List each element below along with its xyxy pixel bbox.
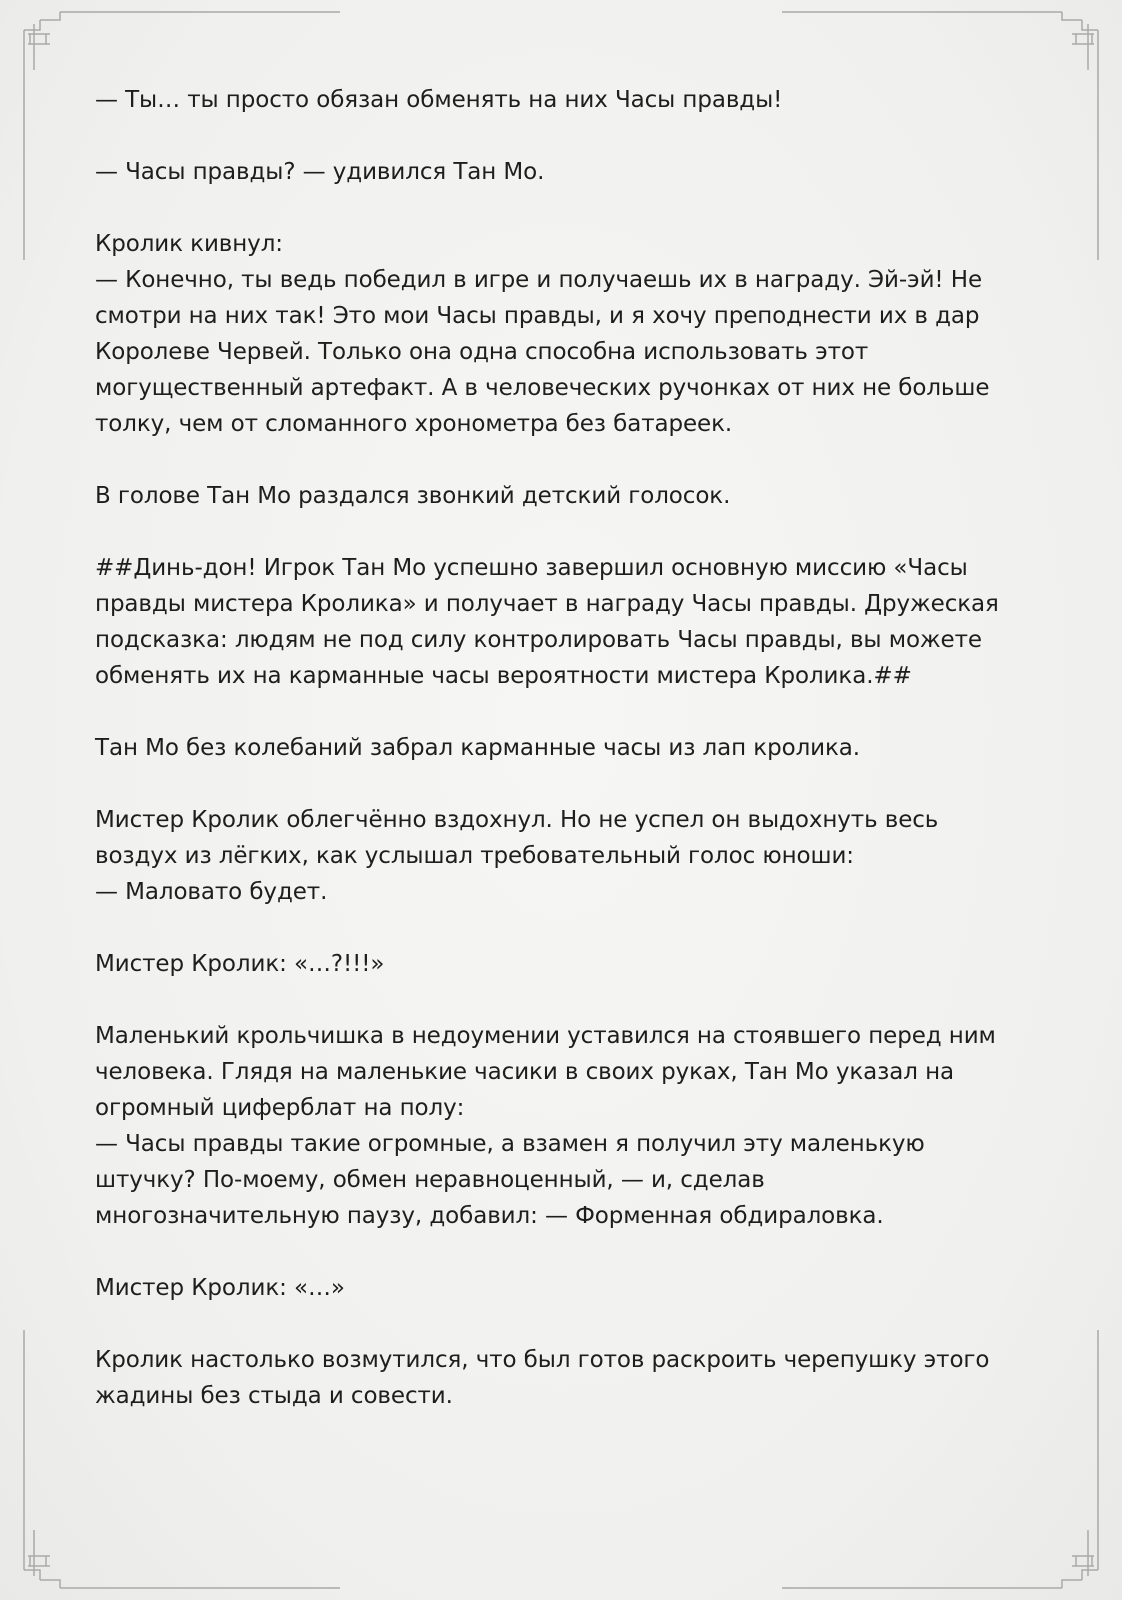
paragraph — [95, 1270, 1030, 1306]
text-line: Тан Мо без колебаний забрал карманные часы из лап кролика. — [95, 735, 861, 761]
paragraph — [95, 1018, 1030, 1234]
paragraph — [95, 946, 1030, 982]
text-line: Маленький крольчишка в недоумении уставился на стоявшего перед ним — [95, 1023, 996, 1049]
text-line: Королеве Червей. Только она одна способна использовать этот — [95, 339, 869, 365]
paragraph — [95, 802, 1030, 910]
text-line: обменять их на карманные часы вероятности мистера Кролика.## — [95, 663, 912, 689]
text-line: — Часы правды такие огромные, а взамен я получил эту маленькую — [95, 1131, 925, 1157]
text-line: могущественный артефакт. А в человеческих ручонках от них не больше — [95, 375, 990, 401]
text-line: — Конечно, ты ведь победил в игре и получаешь их в награду. Эй-эй! Не — [95, 267, 982, 293]
text-line: смотри на них так! Это мои Часы правды, и я хочу преподнести их в дар — [95, 303, 980, 329]
paragraph — [95, 1342, 1030, 1414]
paragraph — [95, 730, 1030, 766]
text-line: многозначительную паузу, добавил: — Форменная обдираловка. — [95, 1203, 884, 1229]
text-line: В голове Тан Мо раздался звонкий детский голосок. — [95, 483, 731, 509]
text-line: подсказка: людям не под силу контролировать Часы правды, вы можете — [95, 627, 982, 653]
text-line: штучку? По-моему, обмен неравноценный, — и, сделав — [95, 1167, 765, 1193]
text-line: огромный циферблат на полу: — [95, 1095, 465, 1121]
text-line: — Часы правды? — удивился Тан Мо. — [95, 159, 545, 185]
paragraph — [95, 154, 1030, 190]
text-line: Кролик кивнул: — [95, 231, 283, 257]
text-line: Кролик настолько возмутился, что был готов раскроить черепушку этого — [95, 1347, 990, 1373]
text-line: Мистер Кролик облегчённо вздохнул. Но не успел он выдохнуть весь — [95, 807, 939, 833]
paragraph — [95, 226, 1030, 442]
text-line: — Ты… ты просто обязан обменять на них Часы правды! — [95, 87, 783, 113]
text-line: толку, чем от сломанного хронометра без батареек. — [95, 411, 733, 437]
document-text — [95, 82, 1030, 1450]
text-line: ##Динь-дон! Игрок Тан Мо успешно завершил основную миссию «Часы — [95, 555, 968, 581]
text-line: человека. Глядя на маленькие часики в своих руках, Тан Мо указал на — [95, 1059, 955, 1085]
text-line: Мистер Кролик: «…?!!!» — [95, 951, 385, 977]
paragraph — [95, 82, 1030, 118]
text-line: Мистер Кролик: «…» — [95, 1275, 345, 1301]
text-line: жадины без стыда и совести. — [95, 1383, 453, 1409]
text-line: правды мистера Кролика» и получает в награду Часы правды. Дружеская — [95, 591, 999, 617]
text-line: воздух из лёгких, как услышал требовательный голос юноши: — [95, 843, 854, 869]
text-line: — Маловато будет. — [95, 879, 328, 905]
paragraph — [95, 478, 1030, 514]
paragraph — [95, 550, 1030, 694]
